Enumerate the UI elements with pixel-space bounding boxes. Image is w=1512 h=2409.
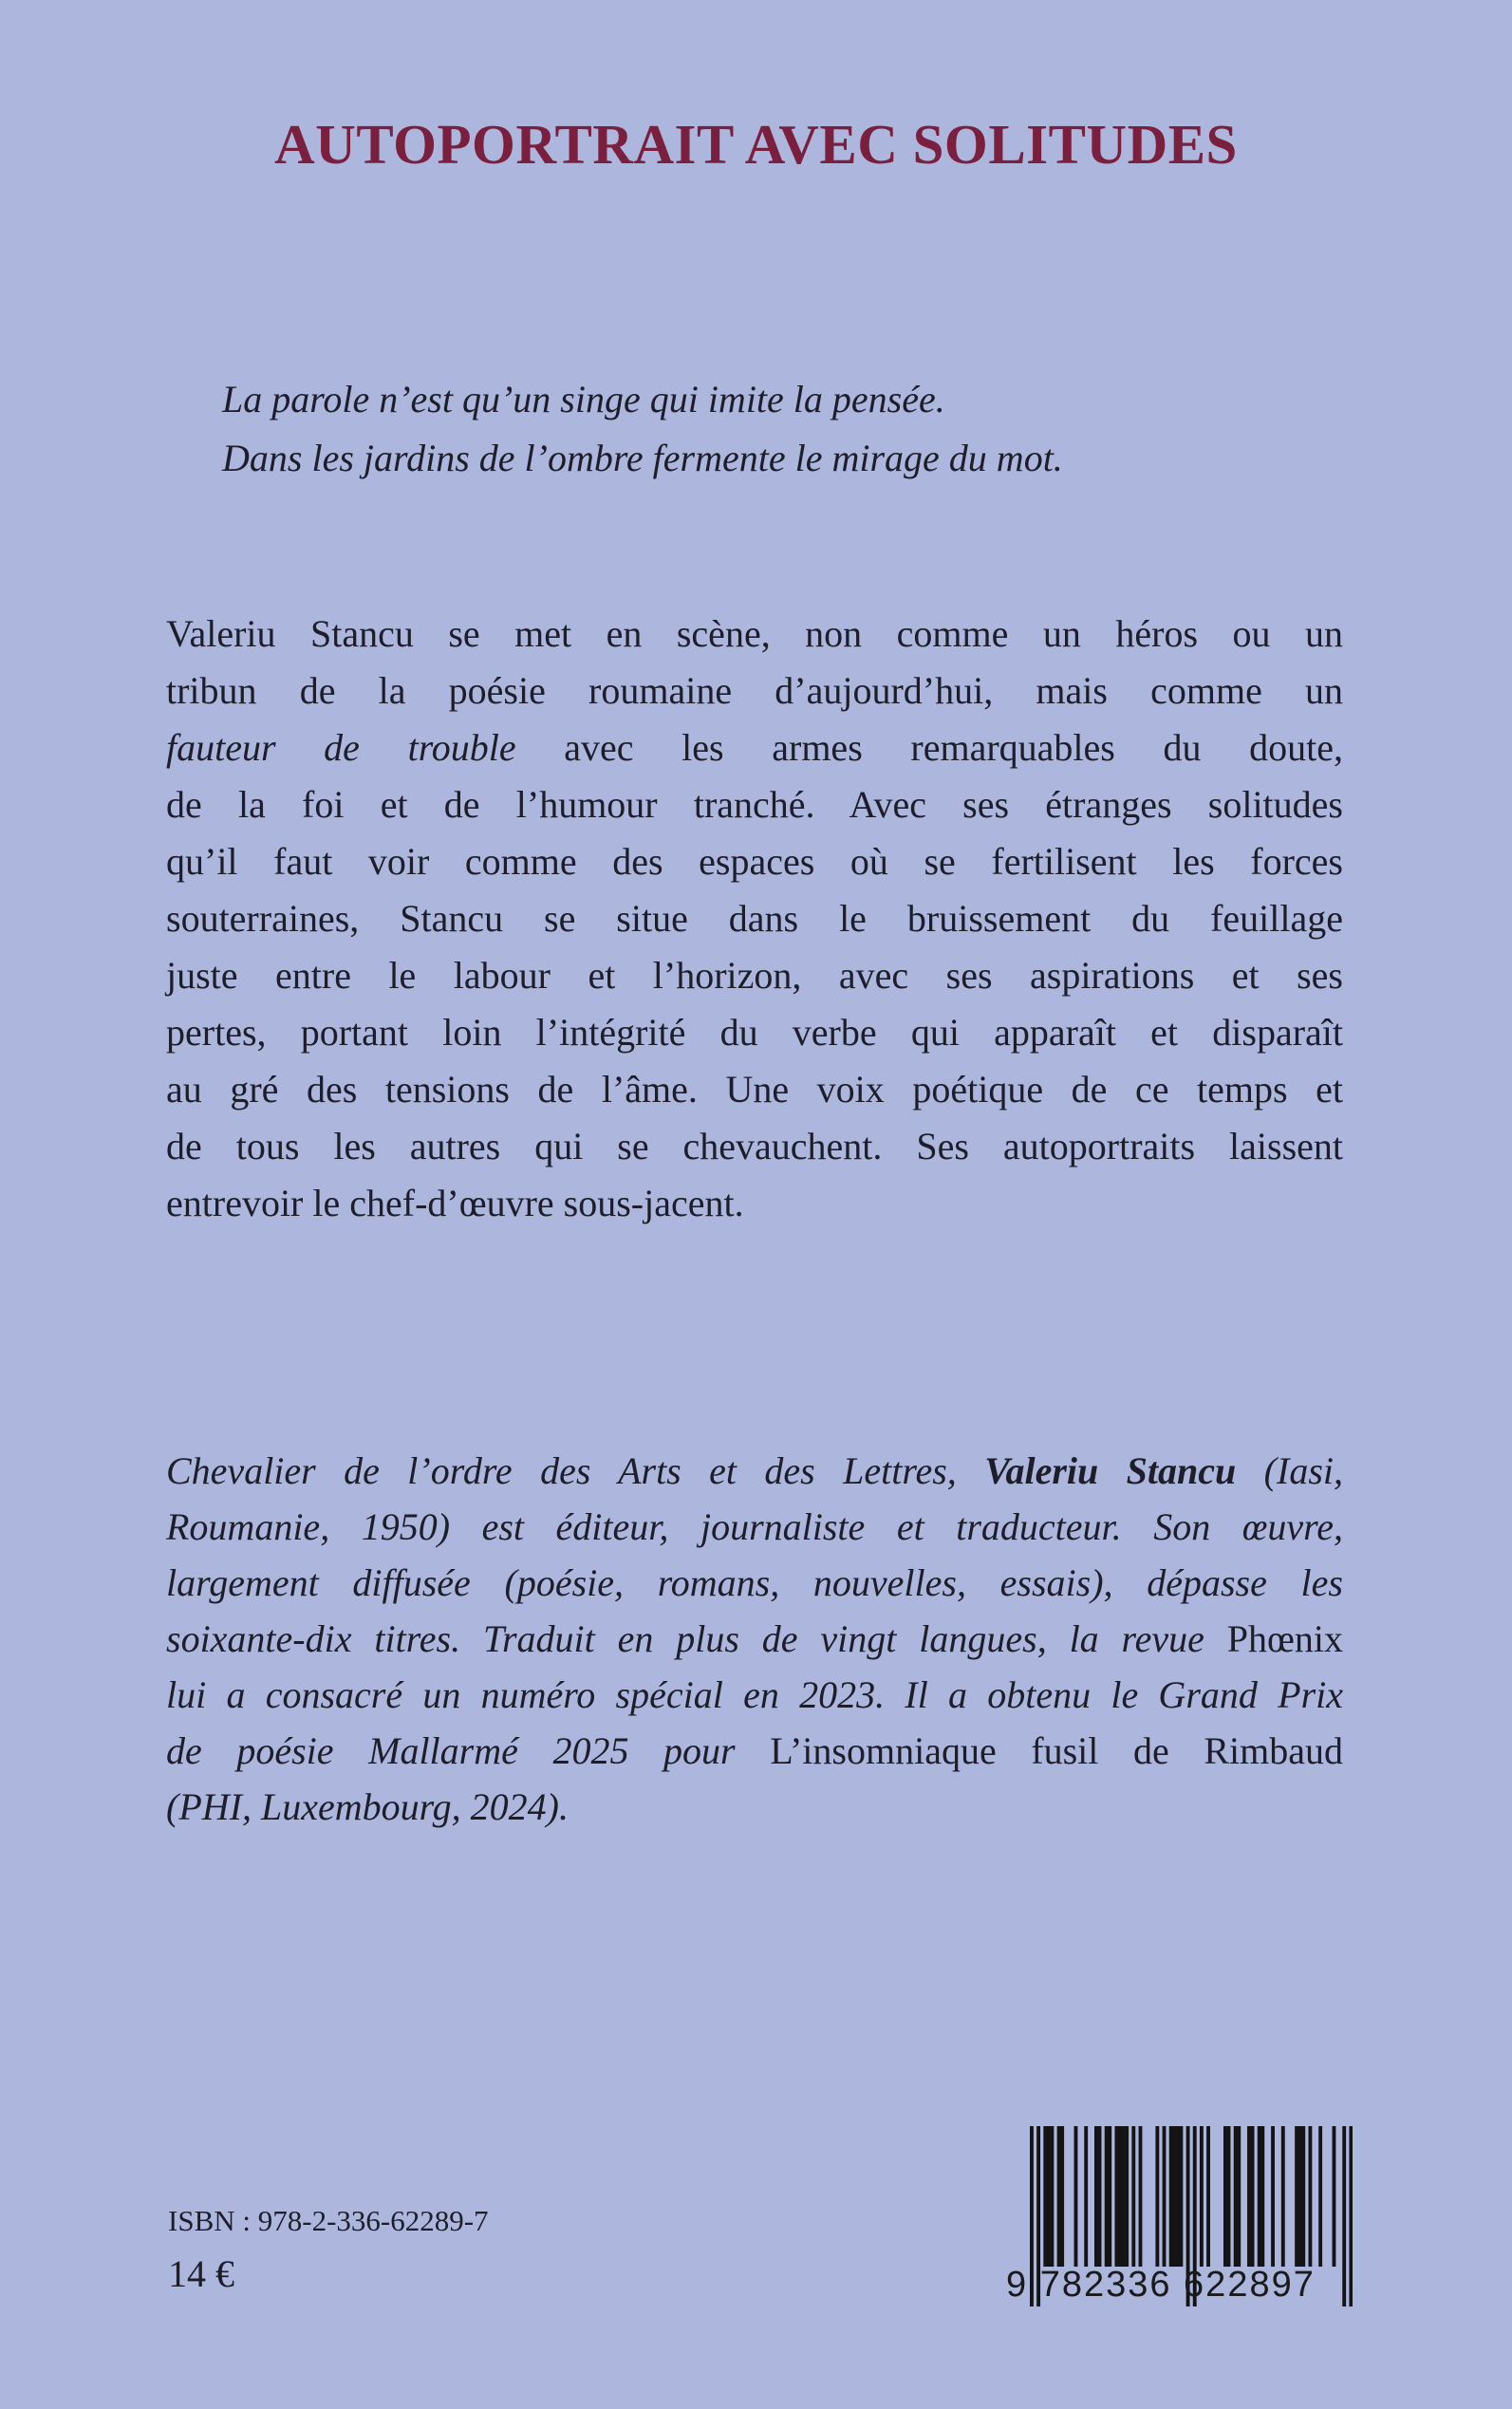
blurb-line: tribun de la poésie roumaine d’aujourd’hui, mais comme un xyxy=(166,669,1343,712)
revue-title: Phœnix xyxy=(1226,1617,1343,1660)
barcode-bar xyxy=(1139,2126,1143,2267)
bio-text: Chevalier de l’ordre des Arts et des Lettres, xyxy=(166,1449,985,1492)
barcode-bar xyxy=(1163,2126,1167,2267)
barcode-bar xyxy=(1108,2126,1111,2267)
barcode-bar xyxy=(1169,2126,1173,2267)
book-title: AUTOPORTRAIT AVEC SOLITUDES xyxy=(274,113,1238,176)
bio-line: lui a consacré un numéro spécial en 2023. Il a obtenu le Grand Prix xyxy=(166,1673,1343,1716)
bio-line xyxy=(166,1443,1343,1499)
blurb-line: de la foi et de l’humour tranché. Avec ses étranges solitudes xyxy=(166,783,1343,826)
barcode-bar xyxy=(1047,2126,1051,2267)
barcode-bar xyxy=(1125,2126,1129,2267)
author-bio xyxy=(166,1443,1343,1835)
barcode-bar xyxy=(1308,2126,1312,2267)
book-reference: L’insomniaque fusil de Rimbaud xyxy=(770,1729,1343,1772)
barcode-bar xyxy=(1172,2126,1176,2267)
barcode-bar xyxy=(1057,2126,1061,2267)
epigraph-line: La parole n’est qu’un singe qui imite la pensée. xyxy=(222,378,945,420)
barcode-bar xyxy=(1122,2126,1126,2267)
bio-line xyxy=(166,1611,1343,1667)
blurb-line: souterraines, Stancu se situe dans le bruissement du feuillage xyxy=(166,897,1343,940)
blurb-line: au gré des tensions de l’âme. Une voix poétique de ce temps et xyxy=(166,1068,1343,1111)
bio-text: (Iasi, xyxy=(1236,1449,1343,1492)
barcode-bar xyxy=(1084,2126,1088,2267)
barcode-bar xyxy=(1105,2126,1109,2267)
blurb-line xyxy=(166,719,1343,776)
bio-text: soixante-dix titres. Traduit en plus de vingt langues, la revue xyxy=(166,1617,1227,1660)
barcode-bar xyxy=(1118,2126,1122,2267)
barcode-bar xyxy=(1176,2126,1180,2267)
barcode-bar xyxy=(1043,2126,1047,2267)
blurb-line: Valeriu Stancu se met en scène, non comme un héros ou un xyxy=(166,612,1343,655)
blurb-line: entrevoir le chef-d’œuvre sous-jacent. xyxy=(166,1182,744,1224)
epigraph xyxy=(222,370,1063,488)
author-name: Valeriu Stancu xyxy=(984,1449,1237,1492)
barcode-bar xyxy=(1179,2126,1183,2267)
blurb-line: de tous les autres qui se chevauchent. Ses autoportraits laissent xyxy=(166,1125,1343,1167)
barcode-bar xyxy=(1206,2126,1210,2267)
barcode-bar xyxy=(1074,2126,1078,2267)
isbn-label: ISBN : 978-2-336-62289-7 xyxy=(168,2204,489,2237)
barcode-bar xyxy=(1200,2126,1204,2267)
barcode-bar xyxy=(1295,2126,1298,2267)
blurb-line: juste entre le labour et l’horizon, avec ses aspirations et ses xyxy=(166,954,1343,997)
barcode-bar xyxy=(1114,2126,1118,2267)
bio-line: (PHI, Luxembourg, 2024). xyxy=(166,1785,569,1828)
barcode-bar xyxy=(1223,2126,1227,2267)
barcode-bar xyxy=(1271,2126,1275,2267)
barcode-bar xyxy=(1247,2126,1251,2267)
barcode-bar xyxy=(1258,2126,1261,2267)
barcode-bar xyxy=(1251,2126,1255,2267)
barcode-bar xyxy=(1281,2126,1285,2267)
epigraph-line: Dans les jardins de l’ombre fermente le mirage du mot. xyxy=(222,437,1063,479)
barcode-bar xyxy=(1131,2126,1135,2267)
bio-line: Roumanie, 1950) est éditeur, journaliste et traducteur. Son œuvre, xyxy=(166,1505,1343,1548)
barcode-bar xyxy=(1155,2126,1159,2267)
barcode-bar xyxy=(1301,2126,1305,2267)
barcode-bar xyxy=(1227,2126,1231,2267)
bio-text: de poésie Mallarmé 2025 pour xyxy=(166,1729,771,1772)
blurb-text: avec les armes remarquables du doute, xyxy=(515,726,1343,769)
barcode-bar xyxy=(1318,2126,1322,2267)
barcode-bar xyxy=(1333,2126,1336,2267)
barcode-bar xyxy=(1050,2126,1054,2267)
blurb-line: qu’il faut voir comme des espaces où se fertilisent les forces xyxy=(166,840,1343,883)
barcode-bar xyxy=(1234,2126,1238,2267)
barcode-bar xyxy=(1237,2126,1241,2267)
barcode-digits: 9 782336 622897 xyxy=(1006,2265,1316,2305)
blurb-line: pertes, portant loin l’intégrité du verbe qui apparaît et disparaît xyxy=(166,1011,1343,1054)
bio-line: largement diffusée (poésie, romans, nouvelles, essais), dépasse les xyxy=(166,1561,1343,1604)
barcode-bar xyxy=(1060,2126,1064,2267)
price-label: 14 € xyxy=(168,2252,234,2295)
barcode-bar xyxy=(1260,2126,1264,2267)
blurb-paragraph xyxy=(166,606,1343,1232)
barcode-bar xyxy=(1298,2126,1302,2267)
barcode-bar xyxy=(1094,2126,1098,2267)
blurb-italic-phrase: fauteur de trouble xyxy=(166,726,516,769)
barcode-bar xyxy=(1098,2126,1102,2267)
bio-line xyxy=(166,1723,1343,1779)
